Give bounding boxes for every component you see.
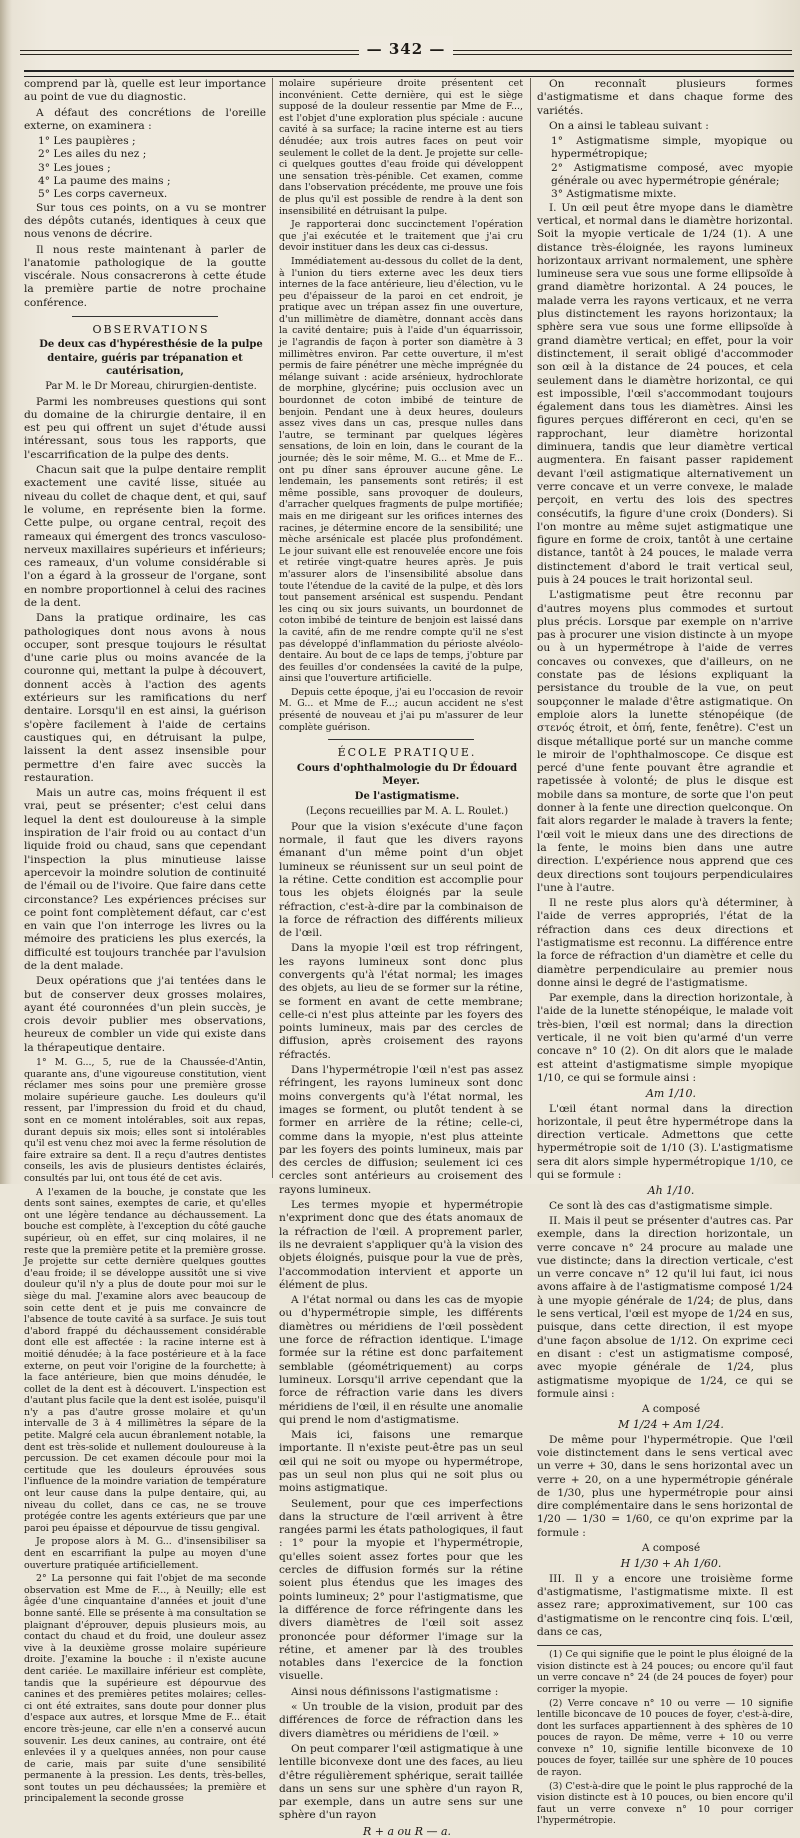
formula: M 1/24 + Am 1/24. <box>618 1418 724 1432</box>
paragraph: L'œil étant normal dans la direction horizontale, il peut être hypermétrope dans la direction verticale. Admettons que cette hypermétropie soit de 1/10 (3). L'astigmatisme sera dit alors simple hypermétropique 1/10, ce qui se formule : <box>537 1102 793 1182</box>
paragraph: Deux opérations que j'ai tentées dans le but de conserver deux grosses molaires, ayant été couronnées d'un plein succès, je crois devoir publier mes observations, heureux de combler un vide qui existe dans la thérapeutique dentaire. <box>24 975 266 1054</box>
footnote: (2) Verre concave n° 10 ou verre — 10 signifie lentille biconcave de 10 pouces de foyer, c'est-à-dire, dont les surfaces appartiennent à des sphères de 10 pouces de rayon. De même, verre + 10 ou verre convexe n° 10, signifie lentille biconvexe de 10 pouces de foyer, taillée sur une sphère de 10 pouces de rayon. <box>537 1697 793 1779</box>
paragraph: Sur tous ces points, on a vu se montrer des dépôts cutanés, identiques à ceux que nous venons de décrire. <box>24 201 266 241</box>
column-2 <box>279 78 523 1838</box>
column-1 <box>24 78 266 1805</box>
article-title: De deux cas d'hypéresthésie de la pulpe dentaire, guéris par trépanation et cautérisation, <box>39 339 263 377</box>
top-rule <box>24 70 794 77</box>
paragraph: A l'état normal ou dans les cas de myopie ou d'hypermétropie simple, les différents diamètres ou méridiens de l'œil possèdent une force de réfraction identique. L'image formée sur la rétine est donc parfaitement semblable (géométriquement) au corps lumineux. Lorsqu'il arrive cependant que la force de réfraction varie dans les divers méridiens de l'œil, il en résulte une anomalie qui prend le nom d'astigmatisme. <box>279 1294 523 1426</box>
list-item: 1° Astigmatisme simple, myopique ou hypermétropique; <box>551 135 793 161</box>
paragraph: Ce sont là des cas d'astigmatisme simple. <box>549 1199 773 1212</box>
paragraph: Il nous reste maintenant à parler de l'anatomie pathologique de la goutte viscérale. Nous consacrerons à cette étude la première partie de notre prochaine conférence. <box>24 243 266 309</box>
list-item: 5° Les corps caverneux. <box>38 188 168 201</box>
footnote: (3) C'est-à-dire que le point le plus rapproché de la vision distincte est à 10 pouces, ou bien encore qu'il faut un verre convexe n° 10 pour corriger l'hypermétropie. <box>537 1780 793 1827</box>
page-header <box>20 36 792 66</box>
formula: H 1/30 + Ah 1/60. <box>620 1557 722 1571</box>
column-rule-2 <box>530 78 531 1178</box>
lecture-title: De l'astigmatisme. <box>354 791 460 803</box>
paragraph: II. Mais il peut se présenter d'autres cas. Par exemple, dans la direction horizontale, un verre concave n° 24 procure au malade une vue distincte; dans la direction verticale, c'est un verre concave n° 12 qu'il lui faut, ici nous avons affaire à de l'astigmatisme composé 1/24 à une myopie générale de 1/24; de plus, dans le sens vertical, l'œil est myope de 1/24 en sus, puisque, dans cette direction, il est myope d'une façon absolue de 1/12. On exprime ceci en disant : c'est un astigmatisme composé, avec myopie générale de 1/24, plus astigmatisme myopique de 1/24, ce qui se formule ainsi : <box>537 1214 793 1400</box>
paragraph: A défaut des concrétions de l'oreille externe, on examinera : <box>24 106 266 132</box>
page-number: — 342 — <box>359 36 454 58</box>
case-paragraph: molaire supérieure droite présentent cet inconvénient. Cette dernière, qui est le siège supposé de la douleur ressentie par Mme de F..., est l'objet d'une exploration plus spéciale : aucune cavité à sa surface; la racine interne est au tiers dénudée; aux trois autres faces on peut voir seulement le collet de la dent. Je projette sur celle-ci quelques gouttes d'eau froide qui développent une sensation très-pénible. Cet examen, comme dans l'observation précédente, me prouve une fois de plus qu'il est possible de rendre à la dent son insensibilité en détruisant la pulpe. <box>279 78 523 217</box>
list-item: 3° Astigmatisme mixte. <box>551 188 677 201</box>
case-paragraph: 2° La personne qui fait l'objet de ma seconde observation est Mme de F..., à Neuilly; elle est âgée d'une cinquantaine d'années et jouit d'une bonne santé. Elle se présente à ma consultation se plaignant d'éprouver, depuis plusieurs mois, au contact du chaud et du froid, une douleur assez vive à la deuxième grosse molaire supérieure droite. J'examine la bouche : il n'existe aucune dent cariée. Le maxillaire inférieur est complète, tandis que la supérieure est dépourvue des canines et des premières petites molaires; celles-ci ont été extraites, sans doute pour donner plus d'espace aux autres, et lorsque Mme de F... était encore très-jeune, car elle n'en a conservé aucun souvenir. Les deux canines, au contraire, ont été enlevées il y a quelques années, non pour cause de carie, mais par suite d'une sensibilité permanente à la pression. Les dents, très-belles, sont toutes un peu déchaussées; la première et principalement la seconde grosse <box>24 1573 266 1805</box>
paragraph: Dans la pratique ordinaire, les cas pathologiques dont nous avons à nous occuper, sont presque toujours le résultat d'une carie plus ou moins avancée de la couronne qui, mettant la pulpe à découvert, donnent accès à l'action des agents extérieurs sur les ramifications du nerf dentaire. Lorsqu'il en est ainsi, la guérison s'opère facilement à l'aide de certains caustiques qui, en détruisant la pulpe, laissent la dent assez insensible pour permettre d'en faire avec succès la restauration. <box>24 612 266 784</box>
case-paragraph: Je rapporterai donc succinctement l'opération que j'ai exécutée et le traitement que j'ai cru devoir instituer dans les deux cas ci-dessus. <box>279 219 523 254</box>
paragraph: Dans la myopie l'œil est trop réfringent, les rayons lumineux sont donc plus convergents qu'à l'état normal; les images des objets, au lieu de se former sur la rétine, se forment en avant de cette membrane; celle-ci n'est plus atteinte par les foyers des points lumineux, mais par des cercles de diffusion, après croisement des rayons réfractés. <box>279 942 523 1061</box>
course-title: Cours d'ophthalmologie du Dr Édouard Meyer. <box>296 762 518 787</box>
case-paragraph: Immédiatement au-dessous du collet de la dent, à l'union du tiers externe avec les deux tiers internes de la face antérieure, lieu d'élection, vu le peu d'épaisseur de la paroi en cet endroit, je pratique avec un trépan assez fin une ouverture, d'un millimètre de diamètre, donnant accès dans la cavité dentaire; puis à l'aide d'un équarrissoir, je l'agrandis de façon à porter son diamètre à 3 millimètres environ. Par cette ouverture, il m'est permis de faire pénétrer une mèche imprégnée du mélange suivant : acide arsénieux, hydrochlorate de morphine, glycérine; puis occlusion avec un bourdonnet de coton imbibé de teinture de benjoin. Pendant une à deux heures, douleurs assez vives dans un cas, presque nulles dans l'autre, se terminant par quelques légères sensations, de loin en loin, dans le courant de la journée; dès le soir même, M. G... et Mme de F... ont pu dîner sans éprouver aucune gêne. Le lendemain, les pansements sont retirés; il est même possible, sans provoquer de douleurs, d'arracher quelques fragments de pulpe mortifiée; mais en me dirigeant sur les orifices internes des racines, je détermine encore de la sensibilité; une mèche arsénicale est placée plus profondément. Le jour suivant elle est renouvelée encore une fois et retirée vingt-quatre heures après. Je puis m'assurer alors de l'insensibilité absolue dans toute l'étendue de la cavité de la pulpe, et dès lors tout pansement arsénical est suspendu. Pendant les cinq ou six jours suivants, un bourdonnet de coton imbibé de teinture de benjoin est laissé dans la cavité, afin de me rendre compte qu'il ne s'est pas développé d'inflammation du périoste alvéolo-dentaire. Au bout de ce laps de temps, j'obture par des feuilles d'or condensées la cavité de la pulpe, ainsi que l'ouverture artificielle. <box>279 255 523 685</box>
section-divider <box>72 316 217 317</box>
footnotes <box>537 1645 793 1827</box>
section-heading: OBSERVATIONS <box>92 323 210 337</box>
case-paragraph: Je propose alors à M. G... d'insensibiliser sa dent en escarrifiant la pulpe au moyen d'une ouverture pratiquée artificiellement. <box>24 1536 266 1571</box>
paragraph: Par exemple, dans la direction horizontale, à l'aide de la lunette sténopéique, le malade voit très-bien, l'œil est normal; dans la direction verticale, il ne voit bien qu'armé d'un verre concave n° 10 (2). On dit alors que le malade est atteint d'astigmatisme simple myopique 1/10, ce qui se formule ainsi : <box>537 992 793 1084</box>
paragraph: De même pour l'hypermétropie. Que l'œil voie distinctement dans le sens vertical avec un verre + 30, dans le sens horizontal avec un verre + 20, on a une hypermétropie générale de 1/30, plus une hypermétropie pour ainsi dire complémentaire dans le sens horizontal de 1/20 — 1/30 = 1/60, ce qu'on exprime par la formule : <box>537 1433 793 1539</box>
list-item: 3° Les joues ; <box>38 161 111 174</box>
paragraph: comprend par là, quelle est leur importance au point de vue du diagnostic. <box>24 78 266 104</box>
section-divider <box>328 739 474 740</box>
formula: R + a ou R — a. <box>362 1824 452 1838</box>
list-item: 4° La paume des mains ; <box>38 175 171 188</box>
formula: Ah 1/10. <box>647 1184 695 1198</box>
paragraph: Ainsi nous définissons l'astigmatisme : <box>291 1685 499 1698</box>
paragraph: I. Un œil peut être myope dans le diamètre vertical, et normal dans le diamètre horizontal. Soit la myopie verticale de 1/24 (1). A une distance très-éloignée, les rayons lumineux horizontaux arrivant normalement, une sphère lumineuse sera vue sous une forme ellipsoïde à grand diamètre horizontal. A 24 pouces, le malade verra les rayons verticaux, et ne verra plus distinctement les rayons horizontaux; la sphère sera vue sous une forme ellipsoïde à grand diamètre vertical; en effet, pour la voir distinctement, il serait obligé d'accommoder son œil à la distance de 24 pouces, et cela seulement dans le diamètre horizontal, ce qui est impossible, l'œil s'accommodant toujours également dans tous les diamètres. Ainsi les figures perçues différeront en ceci, qu'en se rapprochant, leur diamètre horizontal diminuera, tandis que leur diamètre vertical augmentera. En faisant passer rapidement devant l'œil astigmatique alternativement un verre concave et un verre convexe, le malade perçoit, en vertu des lois des spectres consécutifs, la figure d'une croix (Donders). Si l'on montre au même sujet astigmatique une figure en forme de croix, tantôt à une certaine distance, tantôt à 24 pouces, le malade verra distinctement d'abord le trait vertical seul, puis à 24 pouces le trait horizontal seul. <box>537 201 793 586</box>
paragraph: Pour que la vision s'exécute d'une façon normale, il faut que les divers rayons émanant d'un même point d'un objet lumineux se réunissent sur un seul point de la rétine. Cette condition est accomplie pour tous les objets éloignés par la seule réfraction, c'est-à-dire par la combinaison de la force de réfraction des différents milieux de l'œil. <box>279 820 523 940</box>
paragraph: Mais ici, faisons une remarque importante. Il n'existe peut-être pas un seul œil qui ne soit ou myope ou hypermétrope, pas un seul non plus qui ne soit plus ou moins astigmatique. <box>279 1429 523 1495</box>
list-item: 2° Les ailes du nez ; <box>38 148 147 161</box>
paragraph: Parmi les nombreuses questions qui sont du domaine de la chirurgie dentaire, il en est peu qui offrent un sujet d'étude aussi intéressant, sous tous les rapports, que l'escarrification de la pulpe des dents. <box>24 395 266 461</box>
formula-label: A composé <box>641 1542 701 1555</box>
case-paragraph: A l'examen de la bouche, je constate que les dents sont saines, exemptes de carie, et qu'elles ont une légère tendance au déchaussement. La bouche est complète, à l'exception du côté gauche supérieur, où en effet, sur cinq molaires, il ne reste que la première petite et la première grosse. Je projette sur cette dernière quelques gouttes d'eau froide; il se développe aussitôt une si vive douleur qu'il n'y a plus de doute pour moi sur le siège du mal. J'examine alors avec beaucoup de soin cette dent et je puis me convaincre de l'absence de toute cavité à sa surface. Je suis tout d'abord frappé du déchaussement considérable dont elle est affectée : la racine interne est à moitié dénudée; à la face postérieure et à la face externe, on peut voir l'origine de la fourchette; à la face antérieure, bien que moins dénudée, le collet de la dent est à découvert. L'inspection est d'autant plus facile que la dent est isolée, puisqu'il n'y a pas d'autre grosse molaire et qu'un intervalle de 3 à 4 millimètres la sépare de la petite. Malgré cela aucun ébranlement notable, la dent est très-solide et nullement douloureuse à la percussion. De cet examen découle pour moi la certitude que les douleurs éprouvées sous l'influence de la moindre variation de température ont leur cause dans la pulpe dentaire, qui, au niveau du collet, dans ce cas, ne se trouve protégée contre les agents extérieurs que par une paroi peu épaisse et dépourvue de tissu gengival. <box>24 1186 266 1534</box>
paragraph: Il ne reste plus alors qu'à déterminer, à l'aide de verres appropriés, l'état de la réfraction dans ces deux directions et l'astigmatisme est reconnu. La différence entre la force de réfraction d'un diamètre et celle du diamètre perpendiculaire au premier nous donne ainsi le degré de l'astigmatisme. <box>537 897 793 989</box>
paragraph: On a ainsi le tableau suivant : <box>549 119 709 132</box>
paragraph: Seulement, pour que ces imperfections dans la structure de l'œil arrivent à être rangées parmi les états pathologiques, il faut : 1° pour la myopie et l'hypermétropie, qu'elles soient assez fortes pour que les cercles de diffusion formés sur la rétine soient plus étendus que les images des points lumineux; 2° pour l'astigmatisme, que la différence de force réfringente dans les divers diamètres de l'œil soit assez prononcée pour déformer l'image sur la rétine, et amener par là des troubles notables dans l'exercice de la fonction visuelle. <box>279 1497 523 1683</box>
paragraph: On reconnaît plusieurs formes d'astigmatisme et dans chaque forme des variétés. <box>537 78 793 117</box>
paragraph: L'astigmatisme peut être reconnu par d'autres moyens plus commodes et surtout plus précis. Lorsque par exemple on n'arrive pas à procurer une vision distincte à un myope ou à un hypermétrope à l'aide de verres concaves ou convexes, que d'ailleurs, on ne constate pas de lésions expliquant la persistance du trouble de la vue, on peut soupçonner le malade d'être astigmatique. On emploie alors la lunette sténopéique (de στενός étroit, et ὀπή, fente, fenêtre). C'est un disque métallique porté sur un manche comme le miroir de l'ophthalmoscope. Ce disque est percé d'une fente pouvant être agrandie et rapetissée à volonté; de plus le disque est mobile dans sa monture, de sorte que l'on peut donner à la fente une direction quelconque. On fait alors regarder le malade à travers la fente; l'œil voit le mieux dans une des directions de la fente, le moins bien dans une autre direction. L'expérience nous apprend que ces deux directions sont toujours perpendiculaires l'une à l'autre. <box>537 589 793 894</box>
list-item: 2° Astigmatisme composé, avec myopie générale ou avec hypermétropie générale; <box>551 161 793 188</box>
lecture-note: (Leçons recueillies par M. A. L. Roulet.) <box>305 806 509 818</box>
case-paragraph: 1° M. G..., 5, rue de la Chaussée-d'Antin, quarante ans, d'une vigoureuse constitution, vient réclamer mes soins pour une première grosse molaire supérieure gauche. Les douleurs qu'il ressent, par l'impression du froid et du chaud, sont en ce moment intolérables, soit aux repas, durant depuis six mois; elles sont si intolérables qu'il est venu chez moi avec la ferme résolution de faire extraire sa dent. Il a reçu d'autres dentistes conseils, les avis de plusieurs dentistes éclairés, consultés par lui, ont tous été de cet avis. <box>24 1057 266 1185</box>
paragraph: On peut comparer l'œil astigmatique à une lentille biconvexe dont une des faces, au lieu d'être régulièrement sphérique, serait taillée dans un sens sur une sphère d'un rayon R, par exemple, dans un autre sens sur une sphère d'un rayon <box>279 1742 523 1822</box>
paragraph: Dans l'hypermétropie l'œil n'est pas assez réfringent, les rayons lumineux sont donc moins convergents qu'à l'état normal, les images se forment, ou plutôt tendent à se former en arrière de la rétine; celle-ci, comme dans la myopie, n'est plus atteinte par les foyers des points lumineux, mais par des cercles de diffusion; seulement ici ces cercles sont antérieurs au croisement des rayons lumineux. <box>279 1064 523 1196</box>
column-rule-1 <box>272 78 273 1178</box>
paragraph: Mais un autre cas, moins fréquent il est vrai, peut se présenter; c'est celui dans lequel la dent est douloureuse à la simple inspiration de l'air froid ou au contact d'un liquide froid ou chaud, sans que cependant l'inspection la plus minutieuse laisse apercevoir la moindre solution de continuité de l'émail ou de l'ivoire. Que faire dans cette circonstance? Les expériences précises sur ce point font complètement défaut, car c'est en vain que l'on interroge les livres ou la mémoire des praticiens les plus exercés, la difficulté est toujours tranchée par l'avulsion de la dent malade. <box>24 787 266 972</box>
formula: Am 1/10. <box>645 1087 697 1101</box>
column-3 <box>537 78 793 1827</box>
article-author: Par M. le Dr Moreau, chirurgien-dentiste. <box>45 381 257 393</box>
formula-label: A composé <box>641 1403 701 1416</box>
paragraph: III. Il y a encore une troisième forme d'astigmatisme, l'astigmatisme mixte. Il est assez rare; approximativement, sur 100 cas d'astigmatisme on le rencontre cinq fois. L'œil, dans ce cas, <box>537 1572 793 1638</box>
section-heading: ÉCOLE PRATIQUE. <box>337 746 477 760</box>
paragraph: Les termes myopie et hypermétropie n'expriment donc que des états anomaux de la réfraction de l'œil. A proprement parler, ils ne devraient s'appliquer qu'à la vision des objets éloignés, puisque pour la vue de près, l'accommodation intervient et apporte un élément de plus. <box>279 1199 523 1291</box>
paragraph: Chacun sait que la pulpe dentaire remplit exactement une cavité lisse, située au niveau du collet de chaque dent, et qui, sauf le volume, en représente bien la forme. Cette pulpe, ou organe central, reçoit des rameaux qui émergent des troncs vasculoso-nerveux maxillaires supérieurs et inférieurs; ces rameaux, d'un volume considérable si l'on a égard à la grosseur de l'organe, sont en nombre proportionnel à celui des racines de la dent. <box>24 464 266 609</box>
paragraph: « Un trouble de la vision, produit par des différences de force de réfraction dans les divers diamètres ou méridiens de l'œil. » <box>279 1701 523 1740</box>
binding-edge <box>0 0 12 1184</box>
case-paragraph: Depuis cette époque, j'ai eu l'occasion de revoir M. G... et Mme de F...; aucun accident ne s'est présenté de nouveau et j'ai pu m'assurer de leur complète guérison. <box>279 686 523 733</box>
list-item: 1° Les paupières ; <box>38 135 136 148</box>
footnote: (1) Ce qui signifie que le point le plus éloigné de la vision distincte est à 24 pouces; ou encore qu'il faut un verre concave n° 24 (de 24 pouces de foyer) pour corriger la myopie. <box>537 1649 793 1695</box>
